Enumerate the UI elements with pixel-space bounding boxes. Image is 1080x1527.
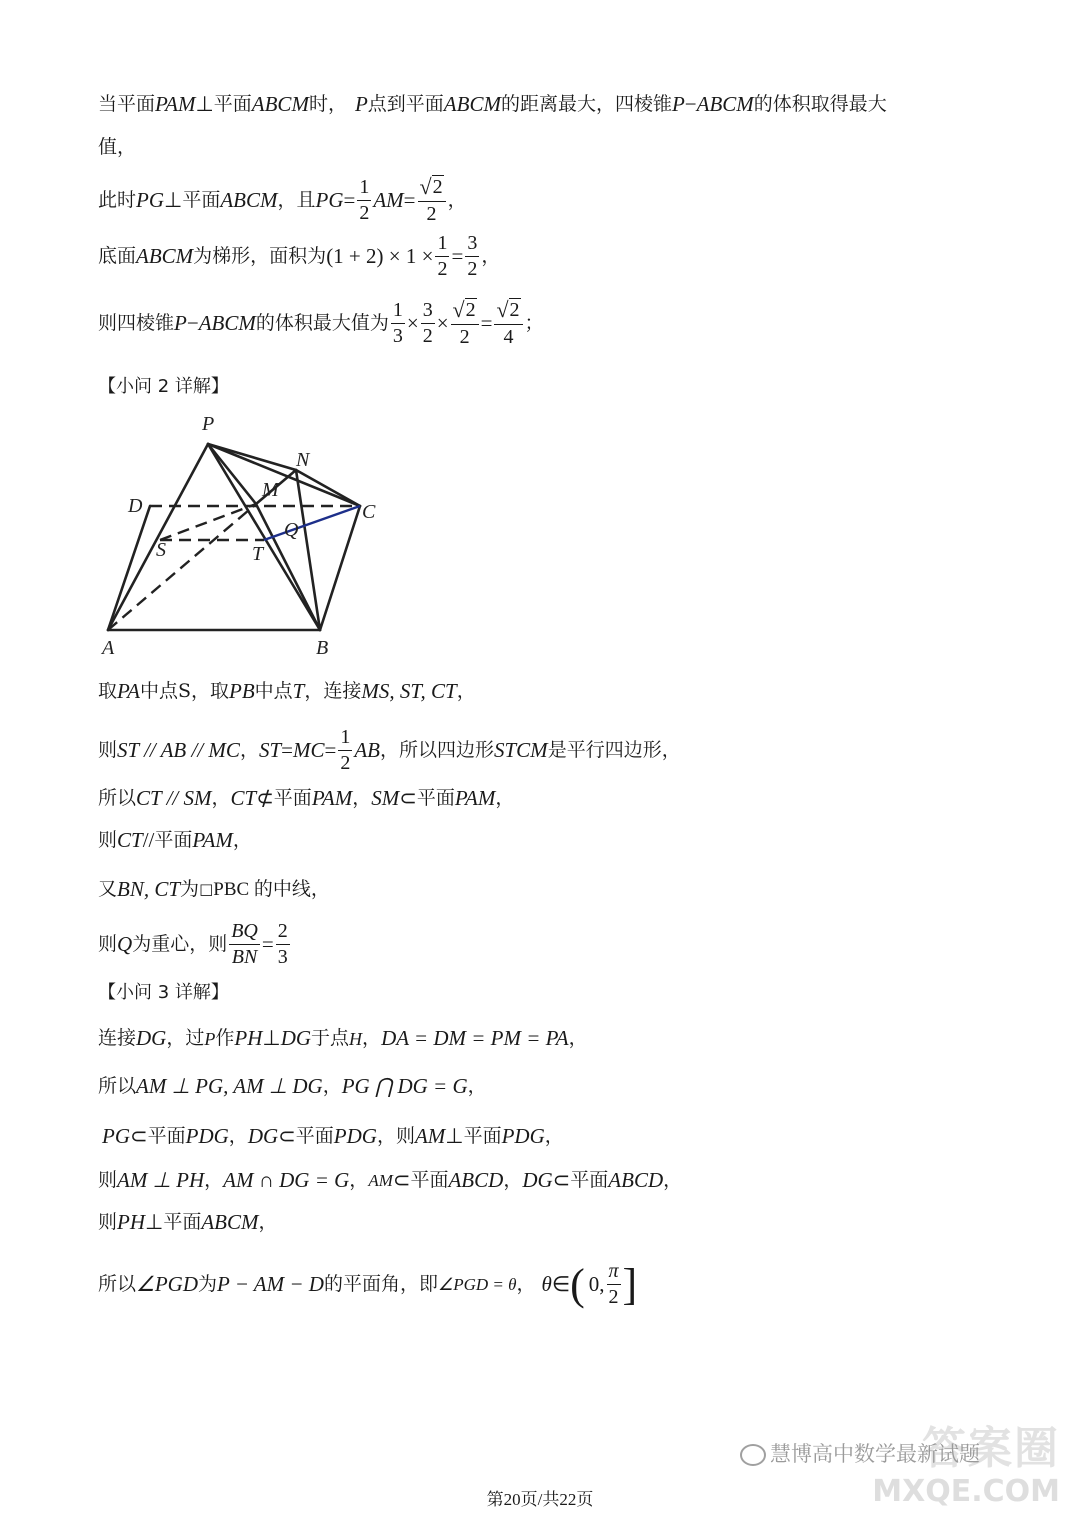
- watermark-text: 慧博高中数学最新试题: [770, 1442, 980, 1466]
- sqrt: √ 2: [419, 174, 443, 199]
- fraction: $\frac{3}{2}$: [422, 299, 433, 347]
- label-A: A: [102, 637, 115, 659]
- text-line: PG ⊂ 平面 PDG ， DG ⊂ 平面 PDG ，则 AM ⊥ 平面 PDG ，: [102, 1124, 564, 1148]
- fraction: $\frac{1}{2}$: [437, 232, 448, 280]
- text-line: 所以 ∠PGD 为 P − AM − D 的平面角，即 ∠PGD = θ ， θ ∈ ( 0, $\frac{\pi}{2}$ ]: [98, 1259, 638, 1309]
- text-line: 当平面 PAM ⊥ 平面 ABCM 时， P 点到平面 ABCM 的距离最大，四棱锥 P − ABCM 的体积取得最大: [98, 92, 887, 116]
- text-line: 底面 ABCM 为梯形，面积为 (1 + 2) × 1 × $\frac{1}{2}$ = $\frac{3}{2}$ ，: [98, 232, 501, 280]
- label-B: B: [316, 637, 329, 659]
- text-line: 则 PH ⊥ 平面 ABCM ，: [98, 1210, 278, 1234]
- label-N: N: [296, 449, 310, 471]
- sqrt: √ 2: [496, 297, 520, 322]
- text-line: 此时 PG ⊥ 平面 ABCM ，且 PG = $\frac{1}{2}$ AM = √ 2 2 ，: [98, 174, 467, 225]
- section-heading: 【小问 2 详解】: [98, 376, 229, 397]
- fraction: √ 2 2: [451, 298, 479, 349]
- text-line: 则 Q 为重心，则 $\frac{BQ}{BN}$ = $\frac{2}{3}$: [98, 920, 288, 968]
- page-number: 第20页/共22页: [486, 1490, 594, 1509]
- label-T: T: [252, 543, 264, 565]
- text-line: 又 BN, CT 为 □ PBC 的中线，: [98, 877, 330, 901]
- text-line: 值，: [98, 136, 137, 158]
- fraction: $\frac{\pi}{2}$: [608, 1260, 619, 1308]
- sqrt: √ 2: [452, 297, 476, 322]
- missing-glyph-box: □: [199, 880, 214, 898]
- fraction: √ 2 2: [418, 175, 446, 226]
- text-line: 则 ST // AB // MC ， ST = MC = $\frac{1}{2}$ AB ，所以四边形 STCM 是平行四边形，: [98, 726, 681, 774]
- fraction: $\frac{2}{3}$: [277, 920, 288, 968]
- fraction: √ 2 4: [494, 298, 522, 349]
- section-heading: 【小问 3 详解】: [98, 982, 229, 1003]
- text-line: 则 AM ⊥ PH ， AM ∩ DG = G ， AM ⊂ 平面 ABCD ， DG ⊂ 平面 ABCD ，: [98, 1168, 683, 1192]
- watermark-logo: 答案圈: [922, 1423, 1060, 1474]
- fraction: $\frac{1}{2}$: [359, 176, 370, 224]
- fraction: $\frac{3}{2}$: [467, 232, 478, 280]
- text-line: 则 CT // 平面 PAM ，: [98, 828, 252, 852]
- label-Q: Q: [284, 519, 299, 541]
- text-line: 连接 DG ，过 P 作 PH ⊥ DG 于点 H ， DA = DM = PM = PA ，: [98, 1026, 588, 1050]
- text-line: 所以 AM ⊥ PG, AM ⊥ DG ， PG ⋂ DG = G ，: [98, 1074, 487, 1098]
- fraction: $\frac{1}{2}$: [340, 726, 351, 774]
- fraction: $\frac{1}{3}$: [392, 299, 403, 347]
- label-D: D: [128, 495, 143, 517]
- text-line: 取 PA 中点S，取 PB 中点 T ，连接 MS, ST, CT ，: [98, 679, 476, 703]
- text-line: 所以 CT // SM ， CT ⊄ 平面 PAM ， SM ⊂ 平面 PAM ，: [98, 786, 515, 810]
- text-line: 则四棱锥 P − ABCM 的体积最大值为 $\frac{1}{3}$ × $\frac{3}{2}$ × √ 2 2 = √ 2 4 ；: [98, 297, 544, 348]
- wechat-icon: [740, 1444, 766, 1466]
- pyramid-figure: [98, 408, 398, 666]
- label-M: M: [262, 479, 279, 501]
- watermark-url: MXQE.COM: [872, 1474, 1060, 1509]
- label-S: S: [156, 539, 166, 561]
- label-P: P: [202, 413, 215, 435]
- label-C: C: [362, 501, 376, 523]
- fraction: $\frac{BQ}{BN}$: [231, 920, 258, 968]
